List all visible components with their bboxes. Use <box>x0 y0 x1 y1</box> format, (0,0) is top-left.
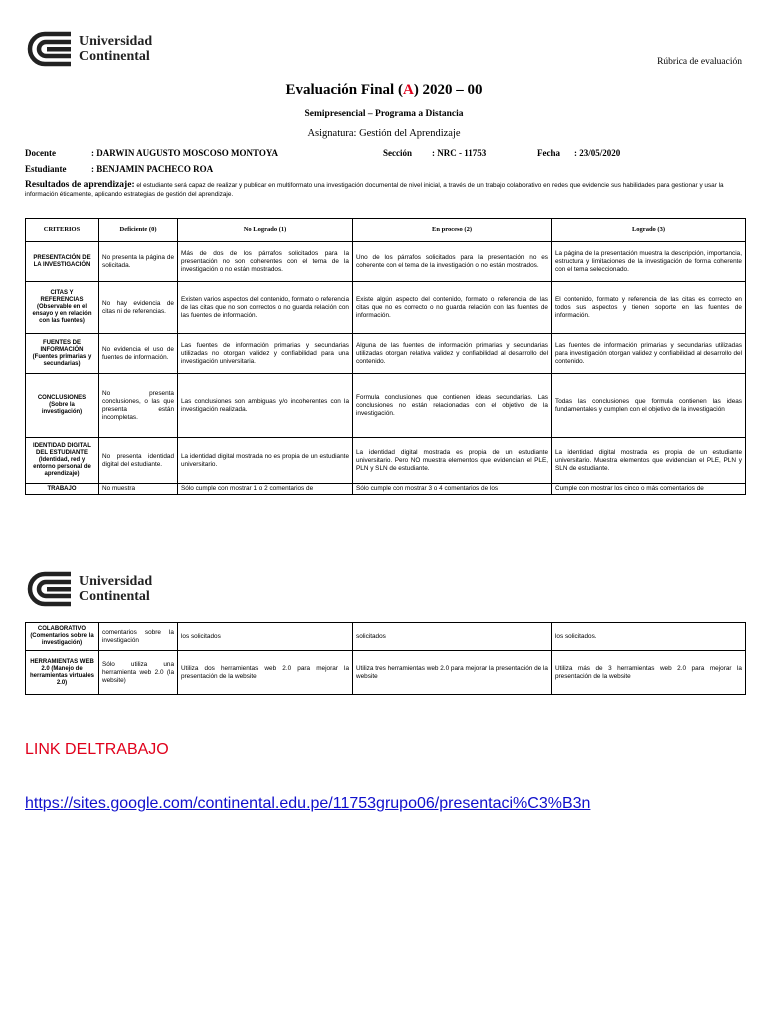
table-cell: El contenido, formato y referencia de las citas es correcto en todos sus aspectos y tienen soporte en las fuentes de información. <box>552 282 746 334</box>
fecha-label: Fecha <box>537 148 560 158</box>
seccion-label: Sección <box>383 148 412 158</box>
criterion-cell: CONCLUSIONES (Sobre la investigación) <box>26 374 99 438</box>
criterion-cell: FUENTES DE INFORMACIÓN (Fuentes primarias y secundarias) <box>26 334 99 374</box>
table-cell: solicitados <box>353 623 552 651</box>
table-cell: Existen varios aspectos del contenido, formato o referencia de las citas que no son correctos o no guarda relación con las fuentes de información. <box>178 282 353 334</box>
criterion-cell: PRESENTACIÓN DE LA INVESTIGACIÓN <box>26 242 99 282</box>
continental-emblem-icon <box>25 571 73 607</box>
title-letter: A <box>402 82 414 98</box>
table-cell: Más de dos de los párrafos solicitados para la presentación no son coherentes con el tema de la investigación o no están mostrados. <box>178 242 353 282</box>
table-cell: Existe algún aspecto del contenido, formato o referencia de las citas que no es correcto o no guarda relación con las fuentes de información. <box>353 282 552 334</box>
logo-line1: Universidad <box>79 34 153 49</box>
table-cell: No presenta la página de solicitada. <box>99 242 178 282</box>
table-cell: Las conclusiones son ambiguas y/o incoherentes con la investigación realizada. <box>178 374 353 438</box>
table-cell: Utiliza tres herramientas web 2.0 para mejorar la presentación de la website <box>353 651 552 695</box>
table-cell: No hay evidencia de citas ni de referencias. <box>99 282 178 334</box>
continental-emblem-icon <box>25 31 73 67</box>
logo-line2: Continental <box>79 589 150 604</box>
link-heading: LINK DELTRABAJO <box>25 741 169 758</box>
table-cell: Las fuentes de información primarias y secundarias utilizadas para investigación otorgan validez y confiabilidad al desarrollo del contenido. <box>552 334 746 374</box>
header-no-logrado: No Logrado (1) <box>178 219 353 242</box>
table-row <box>26 651 746 695</box>
table-cell: Sólo cumple con mostrar 1 o 2 comentarios de <box>178 484 353 495</box>
table-row <box>26 484 746 495</box>
docente-label: Docente <box>25 148 56 158</box>
table-cell: No muestra <box>99 484 178 495</box>
table-cell: La identidad digital mostrada es propia de un estudiante universitario. Muestra elementos que evidencian el PLE, PLN y SLN de estudiante. <box>552 438 746 484</box>
table-cell: Uno de los párrafos solicitados para la presentación no es coherente con el tema de la investigación o no están mostrados. <box>353 242 552 282</box>
table-cell: Cumple con mostrar los cinco o más comentarios de <box>552 484 746 495</box>
table-cell: Utiliza dos herramientas web 2.0 para mejorar la presentación de la website <box>178 651 353 695</box>
table-row <box>26 334 746 374</box>
header-logrado: Logrado (3) <box>552 219 746 242</box>
estudiante-label: Estudiante <box>25 164 67 174</box>
table-cell: La identidad digital mostrada no es propia de un estudiante universitario. <box>178 438 353 484</box>
fecha-value: : 23/05/2020 <box>574 148 621 158</box>
criterion-cell: TRABAJO <box>26 484 99 495</box>
table-cell: Formula conclusiones que contienen ideas secundarias. Las conclusiones no están relacionadas con el objetivo de la investigación. <box>353 374 552 438</box>
criterion-cell: IDENTIDAD DIGITAL DEL ESTUDIANTE (Identidad, red y entorno personal de aprendizaje) <box>26 438 99 484</box>
rubric-label: Rúbrica de evaluación <box>657 57 742 67</box>
criterion-cell: CITAS Y REFERENCIAS (Observable en el ensayo y en relación con las fuentes) <box>26 282 99 334</box>
page-subtitle: Semipresencial – Programa a Distancia <box>304 109 464 119</box>
table-cell: comentarios sobre la investigación <box>99 623 178 651</box>
table-row <box>26 374 746 438</box>
table-cell: Sólo cumple con mostrar 3 o 4 comentarios de los <box>353 484 552 495</box>
subject-line: Asignatura: Gestión del Aprendizaje <box>307 128 461 139</box>
work-link[interactable]: https://sites.google.com/continental.edu.pe/11753grupo06/presentaci%C3%B3n <box>25 795 591 812</box>
results-text: el estudiante será capaz de realizar y publicar en multiformato una investigación documental de nivel inicial, a través de un trabajo colaborativo en redes que evidencie sus habilidades para gestionar y usar la información éticamente, aplicando estrategias de gestión del aprendizaje. <box>25 182 724 198</box>
table-row <box>26 242 746 282</box>
learning-results <box>25 181 745 199</box>
page-title: Evaluación Final (A) 2020 – 00 <box>285 82 483 98</box>
table-cell: No presenta identidad digital del estudiante. <box>99 438 178 484</box>
seccion-value: : NRC - 11753 <box>432 148 487 158</box>
table-cell: Las fuentes de información primarias y secundarias utilizadas no otorgan validez y confiabilidad para una investigación universitaria. <box>178 334 353 374</box>
table-cell: La identidad digital mostrada es propia de un estudiante universitario. Pero NO muestra elementos que evidencian el PLE, PLN y SLN de estudiante. <box>353 438 552 484</box>
table-row <box>26 438 746 484</box>
table-header-row <box>26 219 746 242</box>
header-deficiente: Deficiente (0) <box>99 219 178 242</box>
criterion-cell: HERRAMIENTAS WEB 2.0 (Manejo de herramientas virtuales 2.0) <box>26 651 99 695</box>
university-logo <box>25 31 152 67</box>
table-cell: Sólo utiliza una herramienta web 2.0 (la website) <box>99 651 178 695</box>
table-cell: No evidencia el uso de fuentes de información. <box>99 334 178 374</box>
table-cell: los solicitados <box>178 623 353 651</box>
logo-line2: Continental <box>79 49 150 64</box>
estudiante-value: : BENJAMIN PACHECO ROA <box>91 164 214 174</box>
table-cell: Alguna de las fuentes de información primarias y secundarias utilizadas otorgan relativa validez y confiabilidad al desarrollo del contenido. <box>353 334 552 374</box>
docente-value: : DARWIN AUGUSTO MOSCOSO MONTOYA <box>91 148 279 158</box>
rubric-table <box>25 218 746 495</box>
table-row <box>26 623 746 651</box>
table-row <box>26 282 746 334</box>
rubric-table-continued <box>25 622 746 695</box>
criterion-cell: COLABORATIVO (Comentarios sobre la investigación) <box>26 623 99 651</box>
results-label: Resultados de aprendizaje: <box>25 180 135 190</box>
logo-line1: Universidad <box>79 574 153 589</box>
header-criterios: CRITERIOS <box>26 219 99 242</box>
table-cell: La página de la presentación muestra la descripción, importancia, estructura y limitaciones de la investigación de forma coherente con el tema seleccionado. <box>552 242 746 282</box>
university-logo-page2 <box>25 571 152 607</box>
header-en-proceso: En proceso (2) <box>353 219 552 242</box>
table-cell: los solicitados. <box>552 623 746 651</box>
table-cell: Utiliza más de 3 herramientas web 2.0 para mejorar la presentación de la website <box>552 651 746 695</box>
table-cell: No presenta conclusiones, o las que presenta están incompletas. <box>99 374 178 438</box>
table-cell: Todas las conclusiones que formula contienen las ideas fundamentales y cumplen con el objetivo de la investigación <box>552 374 746 438</box>
